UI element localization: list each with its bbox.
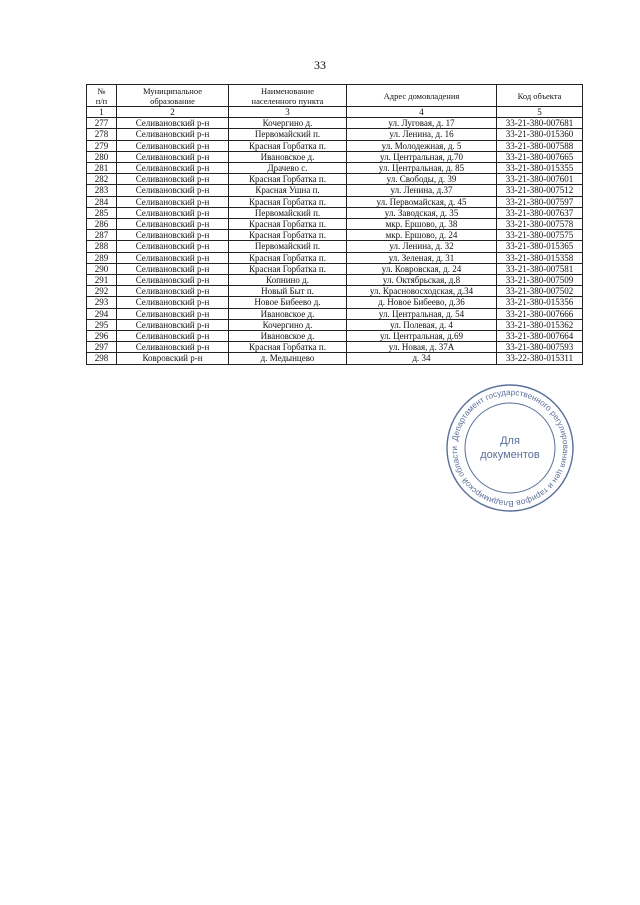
table-row bbox=[87, 342, 583, 353]
table-row bbox=[87, 319, 583, 330]
header-cell bbox=[347, 85, 497, 107]
table-row bbox=[87, 252, 583, 263]
row-settlement: Ивановское д. bbox=[229, 331, 347, 342]
registry-table bbox=[86, 84, 583, 365]
row-object-code: 33-21-380-007512 bbox=[497, 185, 583, 196]
header-municipality-label: Муниципальное образование bbox=[143, 85, 202, 106]
row-municipality: Селивановский р-н bbox=[117, 219, 229, 230]
table-row bbox=[87, 286, 583, 297]
row-address: ул. Ленина, д. 32 bbox=[347, 241, 497, 252]
header-code-label: Код объекта bbox=[517, 90, 562, 101]
header-number-label: № п/п bbox=[95, 85, 108, 106]
row-municipality: Селивановский р-н bbox=[117, 275, 229, 286]
column-number: 3 bbox=[229, 107, 347, 118]
row-object-code: 33-21-380-007601 bbox=[497, 174, 583, 185]
row-municipality: Селивановский р-н bbox=[117, 297, 229, 308]
row-municipality: Селивановский р-н bbox=[117, 151, 229, 162]
table-row bbox=[87, 151, 583, 162]
header-address-label: Адрес домовладения bbox=[383, 90, 460, 101]
row-address: ул. Зеленая, д. 31 bbox=[347, 252, 497, 263]
row-settlement: Кочергино д. bbox=[229, 118, 347, 129]
row-settlement: Первомайский п. bbox=[229, 207, 347, 218]
column-number-row bbox=[87, 107, 583, 118]
row-object-code: 33-21-380-007588 bbox=[497, 140, 583, 151]
row-number: 295 bbox=[87, 319, 117, 330]
row-number: 298 bbox=[87, 353, 117, 364]
table-row bbox=[87, 174, 583, 185]
row-address: д. Новое Бибеево, д.36 bbox=[347, 297, 497, 308]
row-number: 286 bbox=[87, 219, 117, 230]
row-municipality: Селивановский р-н bbox=[117, 342, 229, 353]
table-row bbox=[87, 275, 583, 286]
row-settlement: Красная Горбатка п. bbox=[229, 174, 347, 185]
table-row bbox=[87, 219, 583, 230]
row-settlement: Драчево с. bbox=[229, 163, 347, 174]
table-row bbox=[87, 263, 583, 274]
stamp-center-line-2: документов bbox=[480, 449, 540, 461]
row-address: ул. Центральная, д.69 bbox=[347, 331, 497, 342]
row-address: ул. Центральная, д. 85 bbox=[347, 163, 497, 174]
row-number: 285 bbox=[87, 207, 117, 218]
row-municipality: Селивановский р-н bbox=[117, 129, 229, 140]
row-settlement: Новое Бибеево д. bbox=[229, 297, 347, 308]
stamp-outer-textpath: Департамент государственного регулирования цен и тарифов Владимирской области bbox=[449, 387, 571, 509]
row-number: 278 bbox=[87, 129, 117, 140]
stamp-graphic bbox=[447, 385, 573, 511]
row-settlement: Красная Горбатка п. bbox=[229, 140, 347, 151]
row-municipality: Селивановский р-н bbox=[117, 308, 229, 319]
header-settlement-label: Наименование населенного пункта bbox=[251, 85, 324, 106]
row-settlement: д. Медынцево bbox=[229, 353, 347, 364]
row-number: 289 bbox=[87, 252, 117, 263]
table-row bbox=[87, 207, 583, 218]
row-address: ул. Ленина, д. 16 bbox=[347, 129, 497, 140]
table-row bbox=[87, 331, 583, 342]
row-object-code: 33-21-380-007509 bbox=[497, 275, 583, 286]
row-municipality: Селивановский р-н bbox=[117, 331, 229, 342]
row-address: ул. Центральная, д.70 bbox=[347, 151, 497, 162]
table-row bbox=[87, 129, 583, 140]
row-settlement: Кочергино д. bbox=[229, 319, 347, 330]
row-number: 290 bbox=[87, 263, 117, 274]
row-municipality: Селивановский р-н bbox=[117, 230, 229, 241]
row-object-code: 33-21-380-007666 bbox=[497, 308, 583, 319]
row-address: ул. Заводская, д. 35 bbox=[347, 207, 497, 218]
row-address: мкр. Ершово, д. 38 bbox=[347, 219, 497, 230]
row-municipality: Селивановский р-н bbox=[117, 207, 229, 218]
row-address: ул. Луговая, д. 17 bbox=[347, 118, 497, 129]
row-number: 291 bbox=[87, 275, 117, 286]
column-number: 1 bbox=[87, 107, 117, 118]
row-object-code: 33-21-380-007637 bbox=[497, 207, 583, 218]
row-number: 282 bbox=[87, 174, 117, 185]
row-address: ул. Полевая, д. 4 bbox=[347, 319, 497, 330]
row-number: 287 bbox=[87, 230, 117, 241]
row-number: 277 bbox=[87, 118, 117, 129]
row-municipality: Селивановский р-н bbox=[117, 174, 229, 185]
table-body bbox=[87, 118, 583, 364]
table-row bbox=[87, 353, 583, 364]
row-municipality: Селивановский р-н bbox=[117, 196, 229, 207]
stamp-center-line-1: Для bbox=[500, 435, 520, 447]
header-cell bbox=[497, 85, 583, 107]
row-address: ул. Новая, д. 37А bbox=[347, 342, 497, 353]
row-settlement: Красная Горбатка п. bbox=[229, 342, 347, 353]
row-object-code: 33-21-380-007664 bbox=[497, 331, 583, 342]
row-object-code: 33-21-380-007502 bbox=[497, 286, 583, 297]
row-number: 279 bbox=[87, 140, 117, 151]
table-row bbox=[87, 185, 583, 196]
row-settlement: Красная Горбатка п. bbox=[229, 196, 347, 207]
row-settlement: Красная Горбатка п. bbox=[229, 252, 347, 263]
row-settlement: Красная Горбатка п. bbox=[229, 230, 347, 241]
row-settlement: Красная Ушна п. bbox=[229, 185, 347, 196]
row-settlement: Первомайский п. bbox=[229, 241, 347, 252]
row-object-code: 33-21-380-015356 bbox=[497, 297, 583, 308]
header-cell bbox=[229, 85, 347, 107]
row-settlement: Копнино д. bbox=[229, 275, 347, 286]
row-object-code: 33-21-380-007575 bbox=[497, 230, 583, 241]
table-row bbox=[87, 241, 583, 252]
row-address: ул. Свободы, д. 39 bbox=[347, 174, 497, 185]
row-address: ул. Первомайская, д. 45 bbox=[347, 196, 497, 207]
row-number: 292 bbox=[87, 286, 117, 297]
row-object-code: 33-21-380-007597 bbox=[497, 196, 583, 207]
department-stamp bbox=[444, 382, 576, 514]
table-row bbox=[87, 297, 583, 308]
row-municipality: Селивановский р-н bbox=[117, 286, 229, 297]
column-number: 5 bbox=[497, 107, 583, 118]
row-object-code: 33-21-380-007681 bbox=[497, 118, 583, 129]
row-address: ул. Ленина, д.37 bbox=[347, 185, 497, 196]
row-settlement: Ивановское д. bbox=[229, 308, 347, 319]
row-number: 280 bbox=[87, 151, 117, 162]
row-settlement: Первомайский п. bbox=[229, 129, 347, 140]
row-municipality: Ковровский р-н bbox=[117, 353, 229, 364]
page-number: 33 bbox=[314, 58, 326, 72]
row-address: ул. Ковровская, д. 24 bbox=[347, 263, 497, 274]
row-municipality: Селивановский р-н bbox=[117, 319, 229, 330]
row-municipality: Селивановский р-н bbox=[117, 252, 229, 263]
row-object-code: 33-21-380-015365 bbox=[497, 241, 583, 252]
row-address: ул. Молодежная, д. 5 bbox=[347, 140, 497, 151]
row-settlement: Новый Быт п. bbox=[229, 286, 347, 297]
row-address: д. 34 bbox=[347, 353, 497, 364]
row-number: 296 bbox=[87, 331, 117, 342]
row-object-code: 33-22-380-015311 bbox=[497, 353, 583, 364]
row-address: ул. Центральная, д. 54 bbox=[347, 308, 497, 319]
table-row bbox=[87, 163, 583, 174]
row-object-code: 33-21-380-007665 bbox=[497, 151, 583, 162]
row-object-code: 33-21-380-015358 bbox=[497, 252, 583, 263]
column-number: 4 bbox=[347, 107, 497, 118]
table-row bbox=[87, 118, 583, 129]
row-number: 288 bbox=[87, 241, 117, 252]
header-row bbox=[87, 85, 583, 107]
stamp-outer-text bbox=[450, 388, 570, 508]
header-cell bbox=[117, 85, 229, 107]
table-row bbox=[87, 196, 583, 207]
row-municipality: Селивановский р-н bbox=[117, 118, 229, 129]
row-address: ул. Красновосходская, д.34 bbox=[347, 286, 497, 297]
row-settlement: Ивановское д. bbox=[229, 151, 347, 162]
row-object-code: 33-21-380-015362 bbox=[497, 319, 583, 330]
row-municipality: Селивановский р-н bbox=[117, 163, 229, 174]
table-row bbox=[87, 308, 583, 319]
header-cell bbox=[87, 85, 117, 107]
row-number: 294 bbox=[87, 308, 117, 319]
row-municipality: Селивановский р-н bbox=[117, 185, 229, 196]
row-address: мкр. Ершово, д. 24 bbox=[347, 230, 497, 241]
row-object-code: 33-21-380-015360 bbox=[497, 129, 583, 140]
row-number: 281 bbox=[87, 163, 117, 174]
column-number: 2 bbox=[117, 107, 229, 118]
row-municipality: Селивановский р-н bbox=[117, 241, 229, 252]
row-number: 297 bbox=[87, 342, 117, 353]
row-object-code: 33-21-380-007581 bbox=[497, 263, 583, 274]
table-row bbox=[87, 230, 583, 241]
row-municipality: Селивановский р-н bbox=[117, 140, 229, 151]
row-settlement: Красная Горбатка п. bbox=[229, 219, 347, 230]
row-object-code: 33-21-380-007578 bbox=[497, 219, 583, 230]
row-number: 283 bbox=[87, 185, 117, 196]
row-address: ул. Октябрьская, д.8 bbox=[347, 275, 497, 286]
row-object-code: 33-21-380-007593 bbox=[497, 342, 583, 353]
row-settlement: Красная Горбатка п. bbox=[229, 263, 347, 274]
row-number: 293 bbox=[87, 297, 117, 308]
row-number: 284 bbox=[87, 196, 117, 207]
row-object-code: 33-21-380-015355 bbox=[497, 163, 583, 174]
row-municipality: Селивановский р-н bbox=[117, 263, 229, 274]
table-row bbox=[87, 140, 583, 151]
